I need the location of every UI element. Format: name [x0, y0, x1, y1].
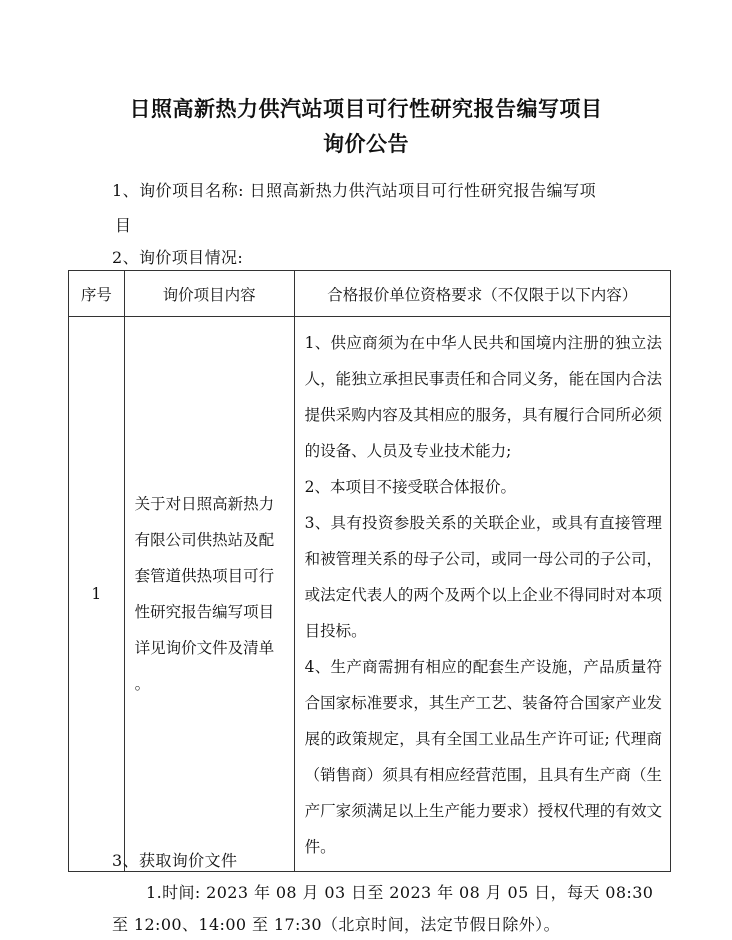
header-requirements: 合格报价单位资格要求（不仅限于以下内容） — [294, 271, 670, 317]
table-header-row — [69, 271, 671, 317]
section-3-line1: 1.时间: 2023 年 08 月 03 日至 2023 年 08 月 05 日，每天 08:30 — [146, 883, 654, 902]
section-2-heading: 2、询价项目情况: — [112, 248, 244, 267]
row-content: 关于对日照高新热力有限公司供热站及配套管道供热项目可行性研究报告编写项目详见询价文件及清单 。 — [124, 317, 294, 872]
header-content: 询价项目内容 — [124, 271, 294, 317]
inquiry-table — [68, 270, 671, 872]
requirement-3: 3、具有投资参股关系的关联企业，或具有直接管理和被管理关系的母子公司，或同一母公司的子公司，或法定代表人的两个及两个以上企业不得同时对本项目投标。 — [304, 514, 662, 640]
header-no: 序号 — [69, 271, 125, 317]
doc-title-line1: 日照高新热力供汽站项目可行性研究报告编写项目 — [129, 96, 603, 121]
section-1-line1: 1、询价项目名称: 日照高新热力供汽站项目可行性研究报告编写项 — [112, 181, 597, 200]
table-row — [69, 317, 671, 872]
row-no: 1 — [69, 317, 125, 872]
section-3-line2: 至 12:00、14:00 至 17:30（北京时间，法定节假日除外）。 — [112, 915, 560, 934]
section-1-line2: 目 — [115, 216, 132, 235]
section-1-name — [112, 178, 596, 201]
requirement-2: 2、本项目不接受联合体报价。 — [304, 478, 516, 496]
requirement-4: 4、生产商需拥有相应的配套生产设施，产品质量符合国家标准要求，其生产工艺、装备符合国家产业发展的政策规定，具有全国工业品生产许可证; 代理商（销售商）须具有相应经营范围，且具有生产商（生产厂家须满足以上生产能力要求）授权代理的有效文件。 — [304, 658, 662, 856]
requirement-1: 1、供应商须为在中华人民共和国境内注册的独立法人，能独立承担民事责任和合同义务，能在国内合法提供采购内容及其相应的服务，具有履行合同所必须的设备、人员及专业技术能力; — [304, 334, 662, 460]
section-3-heading: 3、获取询价文件 — [112, 851, 238, 870]
row-requirements — [294, 317, 670, 872]
doc-title-line2: 询价公告 — [323, 131, 409, 156]
